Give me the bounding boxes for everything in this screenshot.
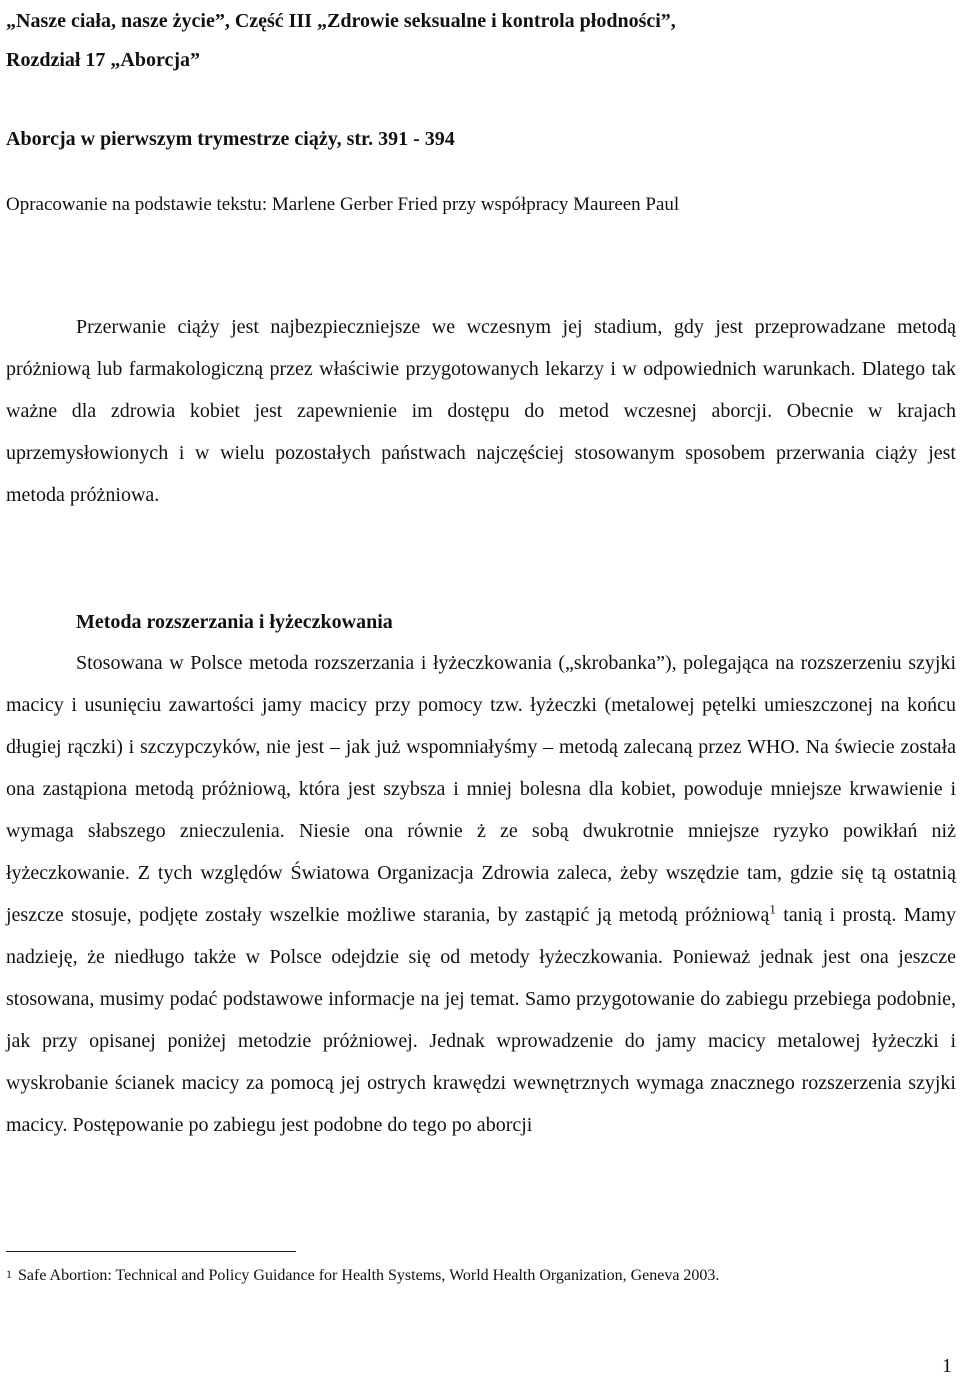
section-text-part-1: Stosowana w Polsce metoda rozszerzania i łyżeczkowania („skrobanka”), polegająca na rozszerzeniu szyjki macicy i usunięciu zawartości jamy macicy przy pomocy tzw. łyżeczki (metalowej pętelki umieszczonej na końcu długiej rączki) i szczypczyków, nie jest – jak już wspomniałyśmy – metodą zalecaną przez WHO. Na świecie została ona zastąpiona metodą próżniową, która jest szybsza i mniej bolesna dla kobiet, powoduje mniejsze krwawienie i wymaga słabszego znieczulenia. Niesie ona równie ż ze sobą dwukrotnie mniejsze ryzyko powikłań niż łyżeczkowanie. Z tych względów Światowa Organizacja Zdrowia zaleca, żeby wszędzie tam, gdzie się tą ostatnią jeszcze stosuje, podjęte zostały wszelkie możliwe starania, by zastąpić ją metodą próżniową xyxy=(6,652,956,926)
intro-paragraph: Przerwanie ciąży jest najbezpieczniejsze we wczesnym jej stadium, gdy jest przeprowadzane metodą próżniową lub farmakologiczną przez właściwie przygotowanych lekarzy i w odpowiednich warunkach. Dlatego tak ważne dla zdrowia kobiet jest zapewnienie im dostępu do metod wczesnej aborcji. Obecnie w krajach uprzemysłowionych i w wielu pozostałych państwach najczęściej stosowanym sposobem przerwania ciąży jest metoda próżniowa. xyxy=(6,316,956,506)
document-title-line-2: Rozdział 17 „Aborcja” xyxy=(6,49,201,71)
footnote-reference: 1 xyxy=(769,901,776,917)
document-title xyxy=(6,2,951,80)
document-title-line-1: „Nasze ciała, nasze życie”, Część III „Zdrowie seksualne i kontrola płodności”, xyxy=(6,10,676,32)
footnote-text: Safe Abortion: Technical and Policy Guidance for Health Systems, World Health Organization, Geneva 2003. xyxy=(18,1267,720,1284)
footnote-divider xyxy=(6,1251,296,1252)
document-subtitle: Aborcja w pierwszym trymestrze ciąży, str. 391 - 394 xyxy=(6,128,455,150)
section-paragraph xyxy=(6,642,956,1146)
section-heading: Metoda rozszerzania i łyżeczkowania xyxy=(76,611,393,633)
footnote xyxy=(6,1262,719,1290)
section-text-part-2: tanią i prostą. Mamy nadzieję, że niedługo także w Polsce odejdzie się od metody łyżeczkowania. Ponieważ jednak jest ona jeszcze stosowana, musimy podać podstawowe informacje na jej temat. Samo przygotowanie do zabiegu przebiega podobnie, jak przy opisanej poniżej metodzie próżniowej. Jednak wprowadzenie do jamy macicy metalowej łyżeczki i wyskrobanie ścianek macicy za pomocą jej ostrych krawędzi wewnętrznych wymaga znacznego rozszerzenia szyjki macicy. Postępowanie po zabiegu jest podobne do tego po aborcji xyxy=(6,904,956,1136)
document-credit: Opracowanie na podstawie tekstu: Marlene Gerber Fried przy współpracy Maureen Paul xyxy=(6,194,680,215)
page-number: 1 xyxy=(942,1355,952,1377)
footnote-marker: 1 xyxy=(6,1267,12,1281)
